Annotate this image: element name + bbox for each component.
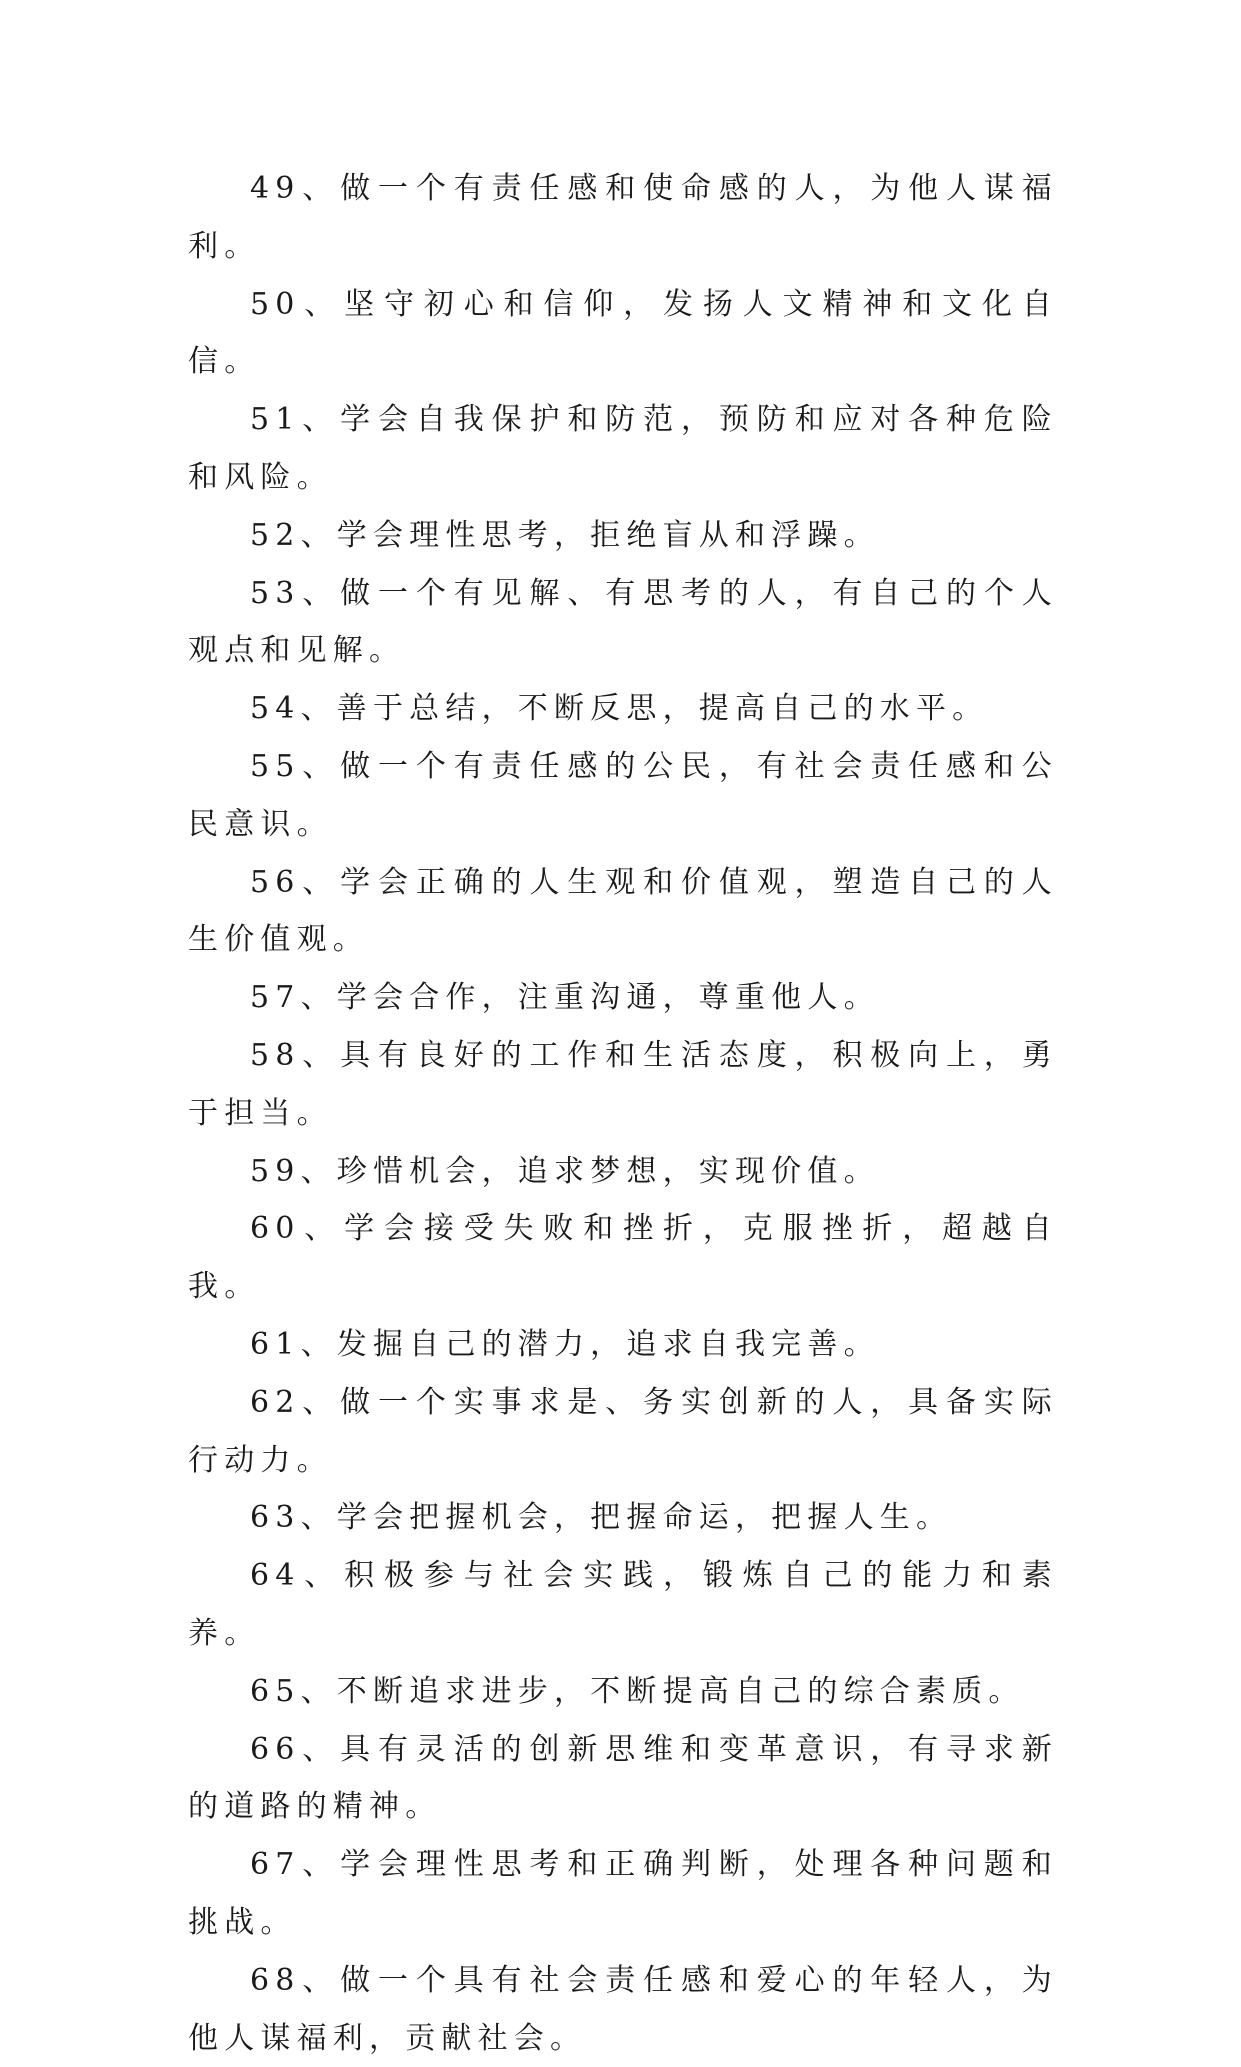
paragraph-63: 63、学会把握机会，把握命运，把握人生。: [250, 1500, 953, 1536]
paragraph-53: 53、做一个有见解、有思考的人，有自己的个人观点和见解。: [188, 575, 1058, 669]
paragraph-60: 60、学会接受失败和挫折，克服挫折，超越自我。: [188, 1211, 1058, 1305]
paragraph-66: 66、具有灵活的创新思维和变革意识，有寻求新的道路的精神。: [188, 1731, 1058, 1825]
document-body: [188, 160, 1058, 2067]
paragraph-50: 50、坚守初心和信仰，发扬人文精神和文化自信。: [188, 286, 1058, 380]
paragraph-54: 54、善于总结，不断反思，提高自己的水平。: [250, 691, 989, 727]
paragraph-62: 62、做一个实事求是、务实创新的人，具备实际行动力。: [188, 1384, 1058, 1478]
paragraph-55: 55、做一个有责任感的公民，有社会责任感和公民意识。: [188, 748, 1058, 842]
paragraph-68: 68、做一个具有社会责任感和爱心的年轻人，为他人谋福利，贡献社会。: [188, 1962, 1058, 2056]
paragraph-65: 65、不断追求进步，不断提高自己的综合素质。: [250, 1673, 1025, 1709]
paragraph-61: 61、发掘自己的潜力，追求自我完善。: [250, 1326, 880, 1362]
paragraph-56: 56、学会正确的人生观和价值观，塑造自己的人生价值观。: [188, 864, 1058, 958]
paragraph-52: 52、学会理性思考，拒绝盲从和浮躁。: [250, 517, 880, 553]
paragraph-67: 67、学会理性思考和正确判断，处理各种问题和挑战。: [188, 1847, 1058, 1940]
paragraph-59: 59、珍惜机会，追求梦想，实现价值。: [250, 1153, 880, 1189]
paragraph-57: 57、学会合作，注重沟通，尊重他人。: [250, 980, 880, 1016]
paragraph-58: 58、具有良好的工作和生活态度，积极向上，勇于担当。: [188, 1037, 1058, 1131]
paragraph-64: 64、积极参与社会实践，锻炼自己的能力和素养。: [188, 1558, 1058, 1651]
paragraph-49: 49、做一个有责任感和使命感的人，为他人谋福利。: [188, 171, 1058, 264]
paragraph-51: 51、学会自我保护和防范，预防和应对各种危险和风险。: [188, 402, 1058, 495]
